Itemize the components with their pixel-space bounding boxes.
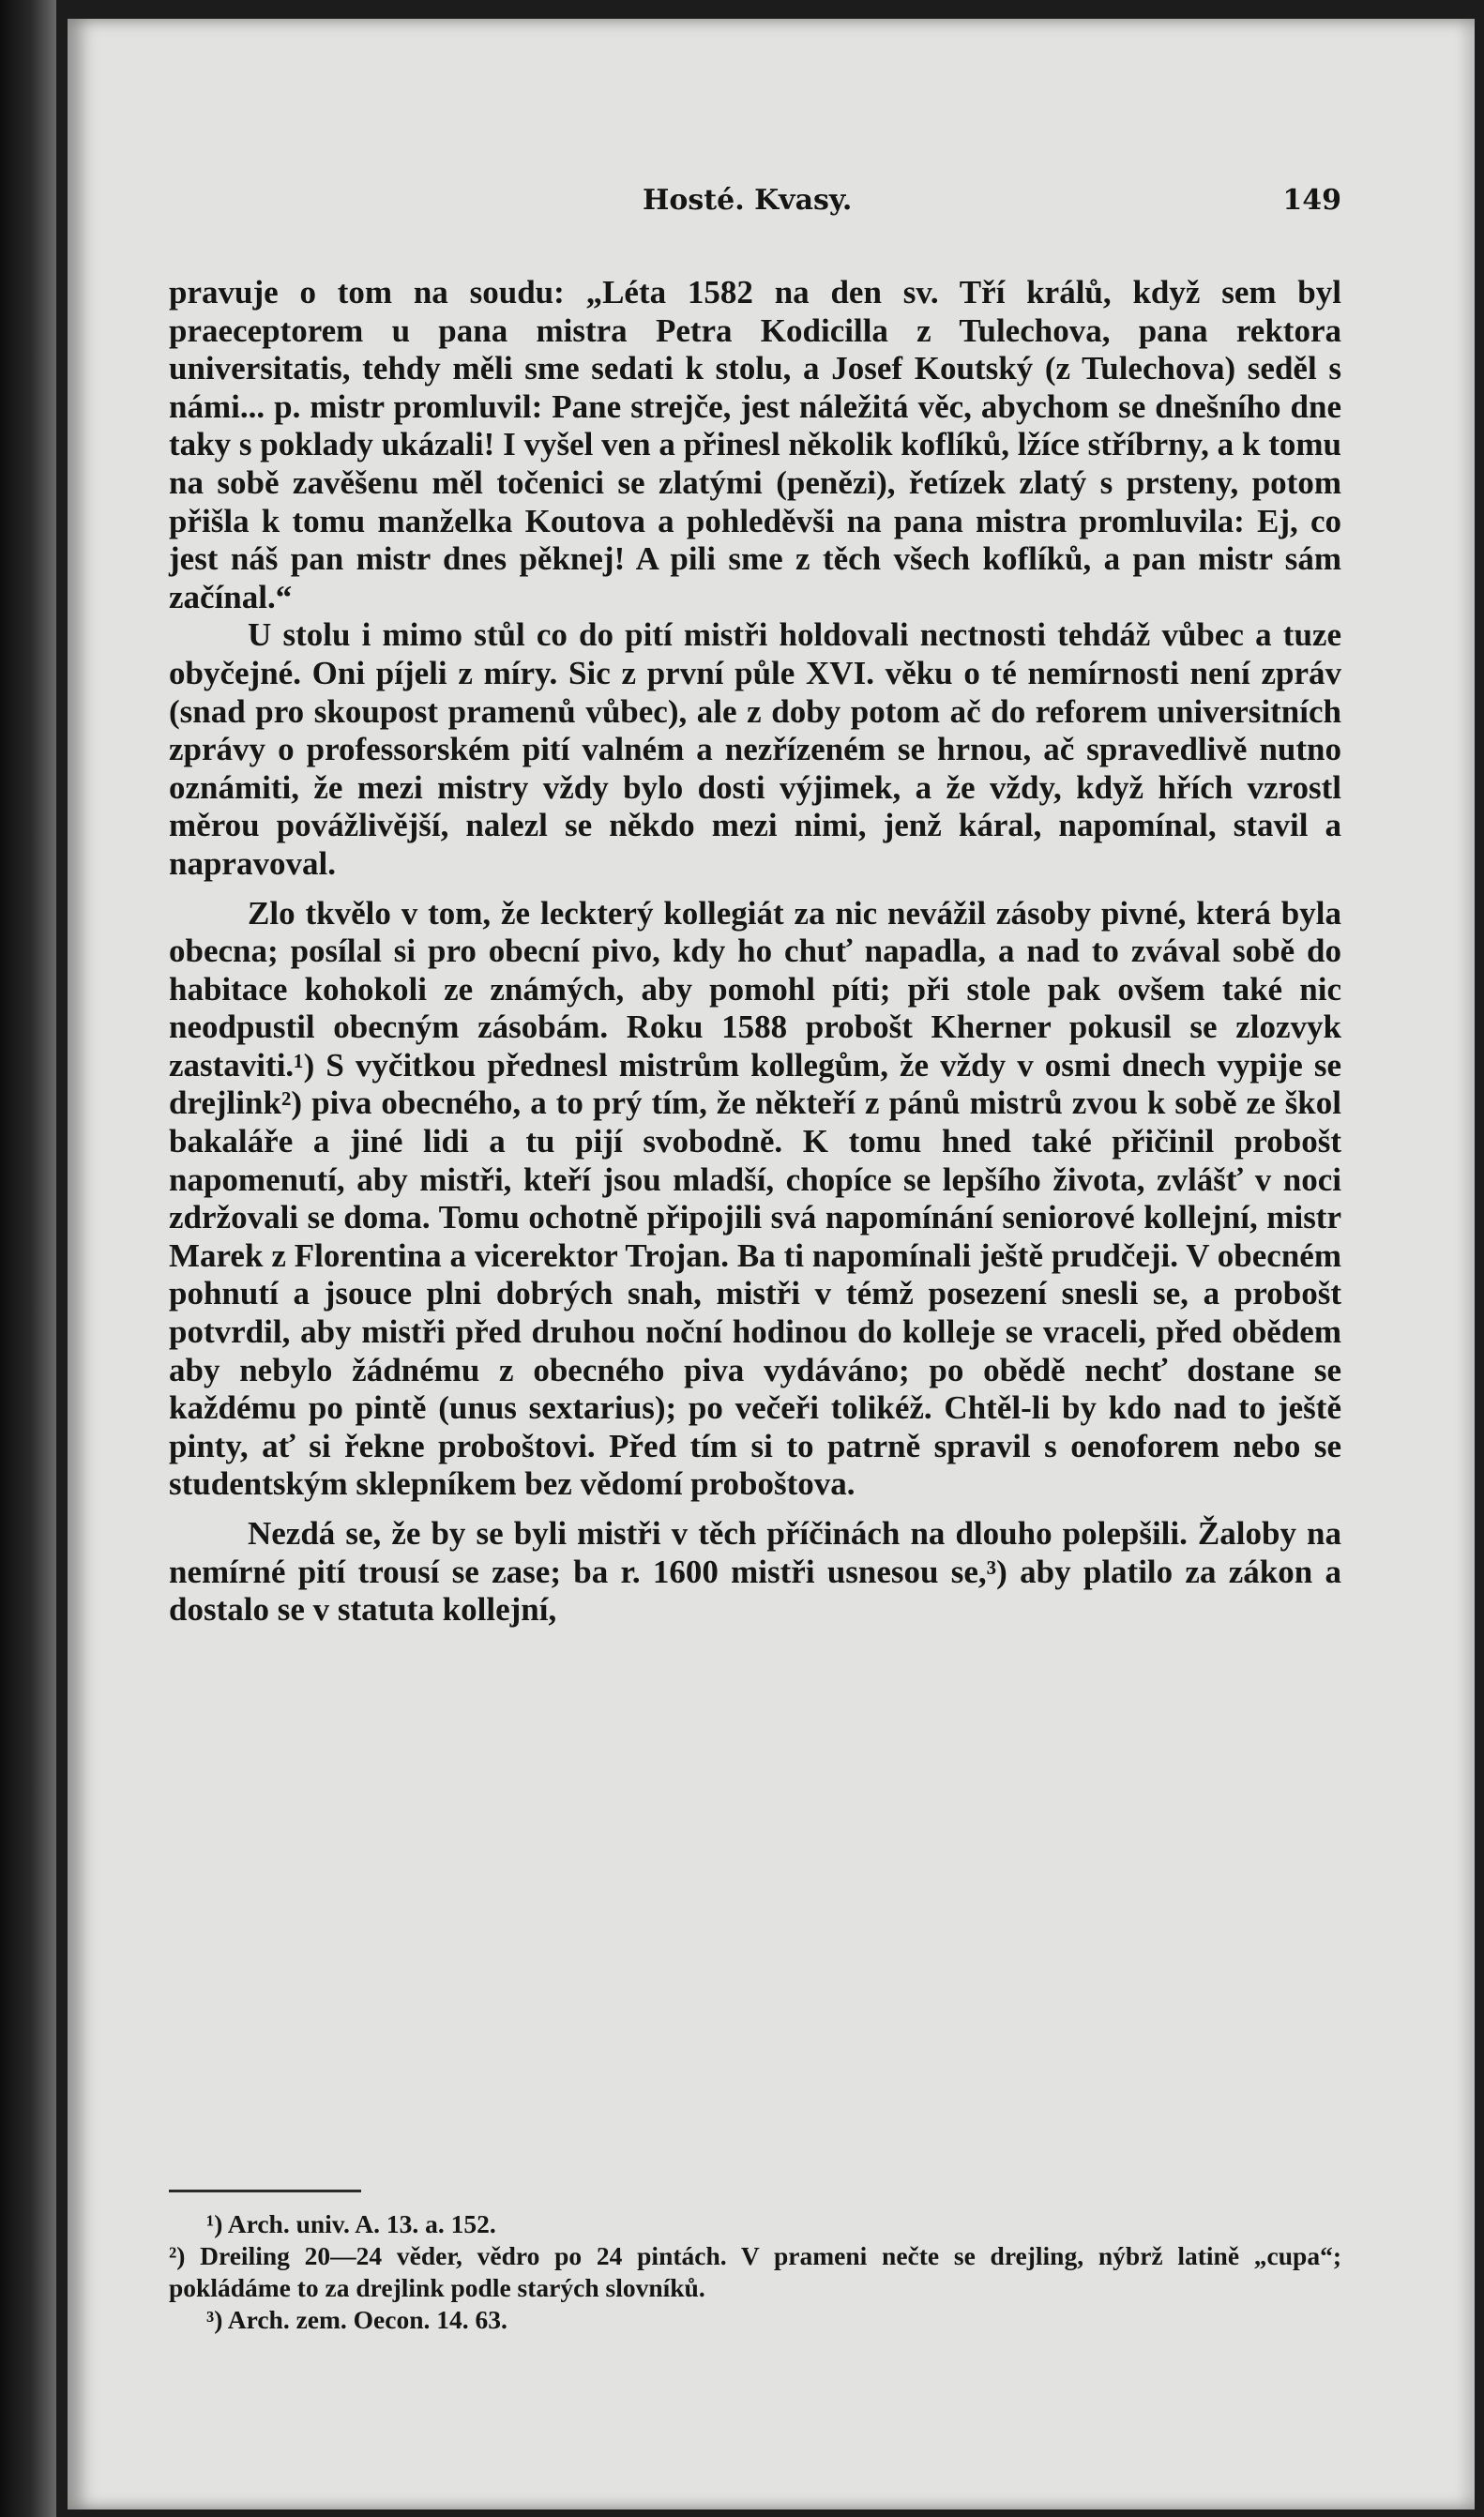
footnotes	[169, 2208, 1341, 2336]
running-title: Hosté. Kvasy.	[643, 184, 853, 217]
paragraph: U stolu i mimo stůl co do pití mistři holdovali nectnosti tehdáž vůbec a tuze obyčejné. Oni píjeli z míry. Sic z první půle XVI. věku o té nemírnosti není zpráv (snad pro skoupost pramenů vůbec), ale z doby potom ač do reforem universitních zprávy o professorském pití valném a nezřízeném se hrnou, ač spravedlivě nutno oznámiti, že mezi mistry vždy bylo dosti výjimek, a že vždy, když hřích vzrostl měrou povážlivější, nalezl se někdo mezi nimi, jenž káral, napomínal, stavil a napravoval.	[169, 616, 1341, 882]
footnote: ¹) Arch. univ. A. 13. a. 152.	[206, 2209, 496, 2238]
main-text	[169, 274, 1341, 1630]
paragraph: Zlo tkvělo v tom, že leckterý kollegiát za nic nevážil zásoby pivné, která byla obecna; posílal si pro obecní pivo, kdy ho chuť napadla, a nad to zvával sobě do habitace kohokoli ze známých, aby pomohl píti; při stole pak ovšem také nic neodpustil obecným zásobám. Roku 1588 probošt Kherner pokusil se zlozvyk zastaviti.¹) S vyčitkou přednesl mistrům kollegům, že vždy v osmi dnech vypije se drejlink²) piva obecného, a to prý tím, že někteří z pánů mistrů zvou k sobě ze škol bakaláře a jiné lidi a tu pijí svobodně. K tomu hned také přičinil probošt napomenutí, aby mistři, kteří jsou mladší, chopíce se lepšího života, zvlášť v noci zdržovali se doma. Tomu ochotně připojili svá napomínání seniorové kollejní, mistr Marek z Florentina a vicerektor Trojan. Ba ti napomínali ještě prudčeji. V obecném pohnutí a jsouce plni dobrých snah, mistři v témž posezení snesli se, a probošt potvrdil, aby mistři před druhou noční hodinou do kolleje se vraceli, před obědem aby nebylo žádnému z obecného piva vydáváno; po obědě nechť dostane se každému po pintě (unus sextarius); po večeři tolikéž. Chtěl-li by kdo nad to ještě pinty, ať si řekne proboštovi. Před tím si to patrně spravil s oenoforem nebo se studentským sklepníkem bez vědomí proboštova.	[169, 894, 1341, 1503]
paragraph: Nezdá se, že by se byli mistři v těch příčinách na dlouho polepšili. Žaloby na nemírné pití trousí se zase; ba r. 1600 mistři usnesou se,³) aby platilo za zákon a dostalo se v statuta kollejní,	[169, 1515, 1341, 1629]
footnote: ³) Arch. zem. Oecon. 14. 63.	[206, 2305, 507, 2334]
running-header	[169, 184, 1341, 221]
page-number: 149	[1282, 184, 1341, 217]
footnote-divider	[169, 2190, 361, 2192]
scan-left-edge	[0, 0, 56, 2517]
footnote: ²) Dreiling 20—24 věder, vědro po 24 pintách. V prameni nečte se drejling, nýbrž latině „cupa“; pokládáme to za drejlink podle starých slovníků.	[169, 2241, 1341, 2302]
paragraph-continuation: pravuje o tom na soudu: „Léta 1582 na den sv. Tří králů, když sem byl praeceptorem u pana mistra Petra Kodicilla z Tulechova, pana rektora universitatis, tehdy měli sme sedati k stolu, a Josef Koutský (z Tulechova) seděl s námi... p. mistr promluvil: Pane strejče, jest náležitá věc, abychom se dnešního dne taky s poklady ukázali! I vyšel ven a přinesl několik koflíků, lžíce stříbrny, a k tomu na sobě zavěšenu měl točenici se zlatými (penězi), řetízek zlatý s prsteny, potom přišla k tomu manželka Koutova a pohleděvši na pana mistra promluvila: Ej, co jest náš pan mistr dnes pěknej! A pili sme z těch všech koflíků, a pan mistr sám začínal.“	[169, 274, 1341, 615]
